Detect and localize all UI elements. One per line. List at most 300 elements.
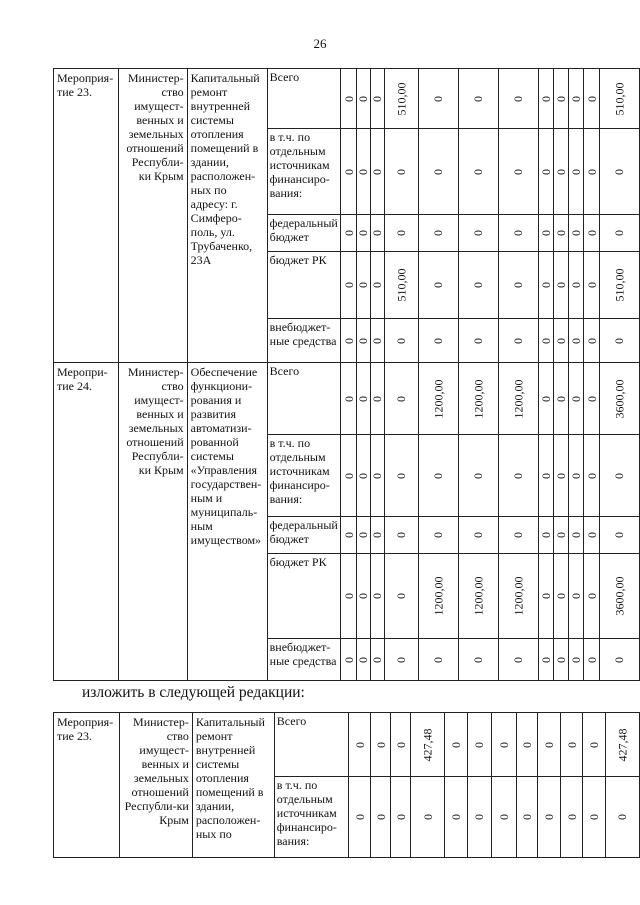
executor-name: Министер-ство имущест-венных и земельных отношений Республи-ки Крым	[126, 365, 184, 477]
value-cell	[458, 554, 498, 639]
value-cell	[553, 215, 569, 252]
value: 0	[471, 472, 486, 479]
value: 0	[394, 337, 409, 344]
table-row	[54, 69, 640, 129]
value-cell	[384, 517, 418, 554]
executor-cell	[119, 713, 192, 858]
value-cell	[561, 713, 583, 777]
value: 0	[370, 395, 385, 402]
value-cell	[569, 252, 584, 319]
value: 0	[394, 656, 409, 663]
funding-source-cell	[267, 319, 341, 363]
value-cell	[418, 129, 458, 215]
value: 0	[420, 814, 435, 820]
value-cell	[445, 713, 468, 777]
value-cell	[538, 69, 553, 129]
value: 0	[612, 656, 627, 663]
value: 0	[431, 282, 446, 288]
value: 0	[584, 230, 599, 236]
value: 0	[341, 395, 356, 402]
value: 0	[356, 95, 371, 102]
value: 0	[496, 741, 511, 748]
value: 0	[554, 95, 569, 102]
value-cell	[458, 517, 498, 554]
value-cell	[384, 319, 418, 363]
value: 0	[394, 395, 409, 402]
value-cell	[569, 363, 584, 435]
value: 0	[431, 168, 446, 175]
value: 0	[538, 230, 553, 236]
value-cell	[584, 554, 600, 639]
value: 0	[356, 395, 371, 402]
value-cell	[370, 69, 384, 129]
value: 0	[471, 95, 486, 102]
value-cell	[418, 639, 458, 681]
value-cell	[538, 363, 553, 435]
value: 0	[584, 593, 599, 599]
measure-title-cell	[54, 363, 119, 681]
value-cell	[418, 69, 458, 129]
value-cell	[569, 319, 584, 363]
value: 0	[564, 814, 579, 820]
value-cell	[370, 319, 384, 363]
funding-source: в т.ч. по отдельным источникам финансиро-вания:	[269, 436, 330, 506]
funding-source: Всего	[269, 364, 300, 378]
value: 0	[356, 593, 371, 599]
value-cell	[356, 252, 370, 319]
value-cell	[569, 554, 584, 639]
value-cell	[553, 69, 569, 129]
value-cell	[418, 435, 458, 517]
value: 0	[511, 282, 526, 288]
table-row	[54, 363, 640, 435]
value: 0	[554, 656, 569, 663]
value-cell	[553, 129, 569, 215]
value-cell	[599, 129, 639, 215]
value: 1200,00	[511, 379, 526, 418]
value-cell	[370, 435, 384, 517]
value: 0	[554, 168, 569, 175]
value-cell	[458, 215, 498, 252]
value-cell	[418, 319, 458, 363]
value: 0	[370, 472, 385, 479]
value: 0	[538, 532, 553, 538]
value-cell	[458, 363, 498, 435]
value-cell	[384, 252, 418, 319]
value: 0	[356, 656, 371, 663]
value: 0	[554, 472, 569, 479]
value: 0	[341, 95, 356, 102]
value-cell	[341, 252, 357, 319]
value: 0	[370, 656, 385, 663]
value-cell	[384, 69, 418, 129]
value: 0	[471, 656, 486, 663]
value: 0	[370, 593, 385, 599]
value-cell	[538, 517, 553, 554]
funding-source-cell	[267, 363, 341, 435]
value-cell	[418, 517, 458, 554]
value-cell	[498, 69, 538, 129]
value-cell	[384, 639, 418, 681]
value-cell	[553, 435, 569, 517]
value-cell	[569, 639, 584, 681]
value: 0	[511, 532, 526, 538]
value: 0	[569, 532, 584, 538]
value: 0	[569, 168, 584, 175]
value-cell	[418, 554, 458, 639]
value: 0	[356, 282, 371, 288]
value: 0	[542, 741, 557, 748]
value: 0	[612, 532, 627, 538]
value: 0	[554, 337, 569, 344]
value-cell	[356, 215, 370, 252]
value: 0	[538, 95, 553, 102]
value-cell	[498, 215, 538, 252]
value: 0	[554, 230, 569, 236]
value: 0	[511, 168, 526, 175]
value: 0	[341, 168, 356, 175]
value: 0	[356, 168, 371, 175]
value-cell	[569, 215, 584, 252]
value-cell	[553, 639, 569, 681]
value: 0	[356, 532, 371, 538]
funding-source-cell	[267, 517, 341, 554]
value-cell	[583, 777, 606, 858]
funding-source: внебюджет-ные средства	[269, 640, 337, 668]
value: 0	[431, 532, 446, 538]
value: 0	[449, 814, 464, 820]
executor-cell	[118, 363, 187, 681]
value: 0	[584, 395, 599, 402]
value-cell	[599, 554, 639, 639]
value: 0	[356, 230, 371, 236]
measure-description: Капитальный ремонт внутренней системы отопления помещений в здании, расположен-ных по	[195, 715, 265, 841]
funding-source: федеральный бюджет	[269, 216, 338, 244]
value-cell	[583, 713, 606, 777]
value: 0	[612, 337, 627, 344]
value-cell	[384, 215, 418, 252]
value: 0	[394, 472, 409, 479]
value-cell	[599, 252, 639, 319]
value-cell	[561, 777, 583, 858]
measure-title: Меропри-тие 24.	[57, 365, 108, 393]
value: 0	[471, 230, 486, 236]
funding-source-cell	[267, 435, 341, 517]
table-revised	[53, 712, 640, 858]
value: 1200,00	[511, 576, 526, 616]
value: 0	[431, 95, 446, 102]
value: 0	[394, 532, 409, 538]
measure-title: Мероприя-тие 23.	[57, 71, 114, 99]
value: 0	[394, 230, 409, 236]
value: 510,00	[612, 268, 627, 302]
value: 0	[569, 395, 584, 402]
funding-source: бюджет РК	[269, 555, 327, 569]
value-cell	[384, 129, 418, 215]
measure-description: Капитальный ремонт внутренней системы отопления помещений в здании, расположен-ных по адресу: г. Симферо-поль, ул. Трубаченко, 23А	[190, 71, 260, 267]
value-cell	[418, 252, 458, 319]
value: 0	[511, 472, 526, 479]
value-cell	[418, 363, 458, 435]
value-cell	[370, 252, 384, 319]
value: 510,00	[394, 82, 409, 115]
value: 0	[449, 741, 464, 748]
funding-source: в т.ч. по отдельным источникам финансиро-вания:	[276, 778, 337, 848]
value-cell	[599, 69, 639, 129]
value-cell	[584, 129, 600, 215]
value-cell	[584, 319, 600, 363]
value-cell	[599, 639, 639, 681]
value: 0	[569, 472, 584, 479]
value-cell	[584, 435, 600, 517]
value-cell	[553, 319, 569, 363]
measure-title-cell	[54, 713, 120, 858]
value-cell	[341, 129, 357, 215]
value-cell	[516, 777, 538, 858]
value: 0	[370, 168, 385, 175]
value-cell	[391, 713, 411, 777]
measure-title: Мероприя-тие 23.	[57, 715, 114, 743]
value: 0	[341, 230, 356, 236]
executor-cell	[118, 69, 187, 363]
value-cell	[341, 215, 357, 252]
funding-source: бюджет РК	[269, 253, 327, 267]
value-cell	[341, 69, 357, 129]
value-cell	[341, 319, 357, 363]
value: 0	[370, 532, 385, 538]
value-cell	[458, 69, 498, 129]
value: 0	[569, 656, 584, 663]
value: 0	[356, 472, 371, 479]
measure-title-cell	[54, 69, 119, 363]
value: 0	[431, 656, 446, 663]
value-cell	[356, 517, 370, 554]
value: 0	[554, 282, 569, 288]
value: 1200,00	[431, 576, 446, 616]
value-cell	[553, 363, 569, 435]
value-cell	[356, 435, 370, 517]
value-cell	[370, 129, 384, 215]
value: 0	[471, 282, 486, 288]
value-cell	[569, 435, 584, 517]
value: 0	[370, 337, 385, 344]
funding-source-cell	[267, 69, 341, 129]
value-cell	[498, 252, 538, 319]
value: 0	[586, 814, 601, 820]
value: 0	[431, 337, 446, 344]
value-cell	[569, 517, 584, 554]
value: 0	[586, 741, 601, 748]
value-cell	[584, 517, 600, 554]
value: 0	[569, 230, 584, 236]
value-cell	[569, 69, 584, 129]
value-cell	[384, 554, 418, 639]
value-cell	[458, 435, 498, 517]
value: 1200,00	[471, 379, 486, 418]
value-cell	[584, 215, 600, 252]
value-cell	[498, 129, 538, 215]
value: 0	[569, 282, 584, 288]
funding-source-cell	[267, 215, 341, 252]
value: 0	[356, 337, 371, 344]
value-cell	[584, 363, 600, 435]
page-number: 26	[313, 36, 327, 51]
value-cell	[553, 554, 569, 639]
value: 0	[554, 593, 569, 599]
value-cell	[371, 713, 391, 777]
value-cell	[458, 129, 498, 215]
table-original	[53, 68, 640, 681]
value: 0	[431, 472, 446, 479]
value: 510,00	[612, 82, 627, 115]
value-cell	[348, 713, 371, 777]
value-cell	[516, 713, 538, 777]
value: 427,48	[615, 728, 630, 761]
value: 0	[538, 472, 553, 479]
description-cell	[187, 69, 267, 363]
value: 0	[538, 337, 553, 344]
value: 0	[554, 532, 569, 538]
value: 0	[373, 814, 388, 820]
value-cell	[538, 639, 553, 681]
value: 0	[519, 741, 534, 748]
value-cell	[356, 69, 370, 129]
value: 0	[511, 95, 526, 102]
description-cell	[187, 363, 267, 681]
value: 3600,00	[612, 379, 627, 418]
value: 1200,00	[471, 576, 486, 616]
value-cell	[370, 215, 384, 252]
value: 0	[471, 532, 486, 538]
value-cell	[341, 517, 357, 554]
value: 3600,00	[612, 576, 627, 616]
value-cell	[538, 777, 561, 858]
value-cell	[498, 517, 538, 554]
value-cell	[356, 554, 370, 639]
value-cell	[458, 639, 498, 681]
value: 0	[341, 532, 356, 538]
value-cell	[384, 363, 418, 435]
value-cell	[584, 639, 600, 681]
value-cell	[538, 252, 553, 319]
value: 0	[615, 814, 630, 820]
value-cell	[356, 363, 370, 435]
value-cell	[491, 713, 516, 777]
value: 427,48	[420, 728, 435, 761]
value: 0	[393, 741, 408, 748]
value: 0	[394, 168, 409, 175]
value: 0	[352, 741, 367, 748]
value: 0	[370, 282, 385, 288]
value-cell	[391, 777, 411, 858]
value: 0	[538, 395, 553, 402]
value-cell	[538, 435, 553, 517]
value: 0	[538, 282, 553, 288]
value: 0	[472, 741, 487, 748]
value-cell	[584, 252, 600, 319]
value: 0	[569, 95, 584, 102]
value: 0	[554, 395, 569, 402]
value-cell	[341, 363, 357, 435]
value: 0	[341, 593, 356, 599]
value-cell	[538, 215, 553, 252]
value-cell	[498, 554, 538, 639]
value: 0	[370, 95, 385, 102]
value: 0	[584, 282, 599, 288]
value-cell	[599, 435, 639, 517]
value: 0	[538, 168, 553, 175]
value: 510,00	[394, 268, 409, 302]
value-cell	[370, 363, 384, 435]
funding-source: федеральный бюджет	[269, 518, 338, 546]
value-cell	[341, 639, 357, 681]
description-cell	[192, 713, 274, 858]
value-cell	[370, 517, 384, 554]
funding-source-cell	[274, 777, 348, 858]
value-cell	[356, 129, 370, 215]
value-cell	[498, 639, 538, 681]
table-row	[54, 713, 640, 777]
value: 0	[341, 337, 356, 344]
value-cell	[605, 713, 639, 777]
value: 0	[584, 337, 599, 344]
value-cell	[538, 319, 553, 363]
value-cell	[569, 129, 584, 215]
funding-source-cell	[267, 554, 341, 639]
value: 1200,00	[431, 379, 446, 418]
funding-source-cell	[274, 713, 348, 777]
value-cell	[341, 435, 357, 517]
value-cell	[371, 777, 391, 858]
value: 0	[538, 656, 553, 663]
value: 0	[569, 337, 584, 344]
funding-source-cell	[267, 639, 341, 681]
value-cell	[370, 554, 384, 639]
value-cell	[599, 517, 639, 554]
value: 0	[511, 656, 526, 663]
value-cell	[538, 129, 553, 215]
value: 0	[431, 230, 446, 236]
value-cell	[538, 713, 561, 777]
value-cell	[467, 713, 491, 777]
value: 0	[393, 814, 408, 820]
value: 0	[373, 741, 388, 748]
executor-name: Министер-ство имущест-венных и земельных отношений Республи-ки Крым	[124, 715, 189, 827]
value: 0	[612, 168, 627, 175]
funding-source: внебюджет-ные средства	[269, 320, 337, 348]
value-cell	[553, 252, 569, 319]
value-cell	[498, 363, 538, 435]
value: 0	[584, 532, 599, 538]
value-cell	[599, 319, 639, 363]
value-cell	[370, 639, 384, 681]
value-cell	[491, 777, 516, 858]
value-cell	[411, 713, 445, 777]
value-cell	[498, 319, 538, 363]
value-cell	[458, 319, 498, 363]
value: 0	[352, 814, 367, 820]
value: 0	[519, 814, 534, 820]
funding-source: в т.ч. по отдельным источникам финансиро-вания:	[269, 130, 330, 200]
value-cell	[384, 435, 418, 517]
value: 0	[612, 230, 627, 236]
executor-name: Министер-ство имущест-венных и земельных отношений Республи-ки Крым	[126, 71, 184, 183]
value: 0	[471, 337, 486, 344]
value-cell	[467, 777, 491, 858]
value-cell	[605, 777, 639, 858]
value-cell	[356, 319, 370, 363]
measure-description: Обеспечение функциони-рования и развития автоматизи-рованной системы «Управления государствен-ным и муниципаль-ным имуществом»	[190, 365, 262, 547]
